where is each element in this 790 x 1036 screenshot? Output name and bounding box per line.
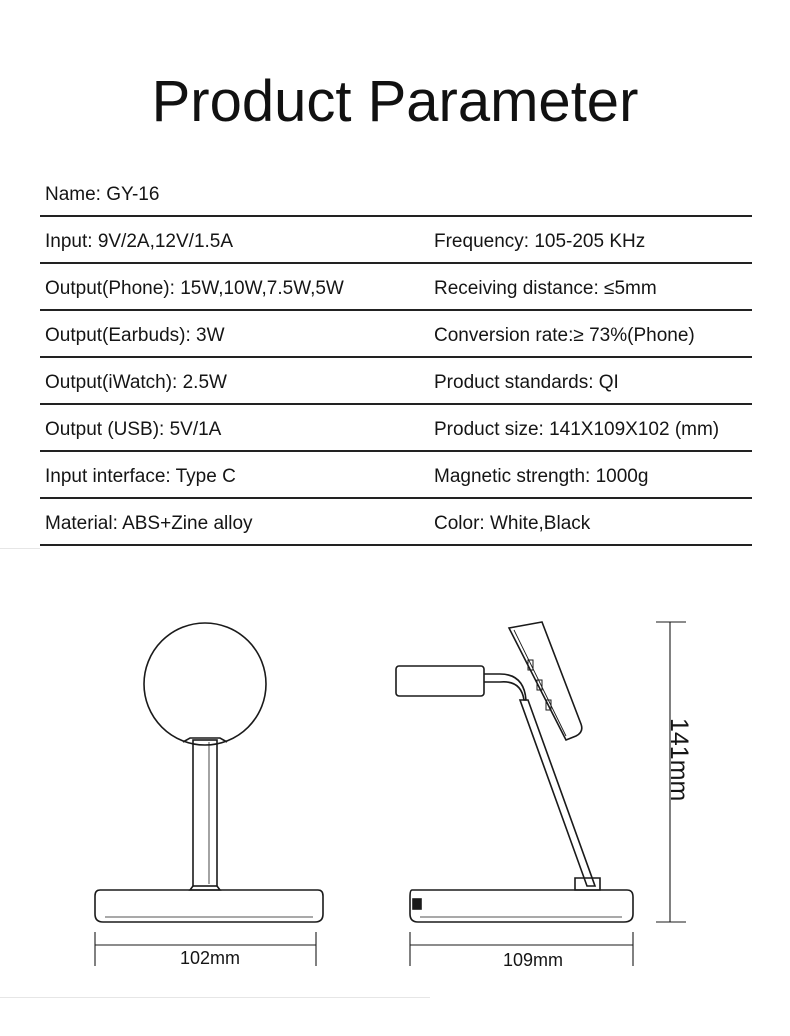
spec-row-name xyxy=(40,170,752,217)
spec-output-earbuds: Output(Earbuds): 3W xyxy=(45,325,225,346)
spec-input-interface: Input interface: Type C xyxy=(45,466,236,487)
charging-pad-front xyxy=(144,623,266,745)
spec-material: Material: ABS+Zine alloy xyxy=(45,513,253,534)
side-view-drawing xyxy=(396,622,633,922)
spec-table xyxy=(40,170,752,546)
spec-row xyxy=(40,264,752,311)
divider xyxy=(0,548,40,549)
earbud-pad-side xyxy=(396,666,484,696)
front-width-label: 102mm xyxy=(180,948,241,968)
spec-product-standards: Product standards: QI xyxy=(434,372,619,393)
front-view-drawing xyxy=(95,623,323,922)
spec-conversion-rate: Conversion rate:≥ 73%(Phone) xyxy=(434,325,695,346)
spec-row xyxy=(40,405,752,452)
spec-row xyxy=(40,358,752,405)
stand-pole-front xyxy=(193,740,217,886)
spec-name: Name: GY-16 xyxy=(45,184,160,205)
side-depth-label: 109mm xyxy=(503,950,564,970)
spec-frequency: Frequency: 105-205 KHz xyxy=(434,231,646,252)
spec-receiving-distance: Receiving distance: ≤5mm xyxy=(434,278,657,299)
spec-magnetic-strength: Magnetic strength: 1000g xyxy=(434,466,649,487)
pole-foot xyxy=(575,878,600,890)
spec-output-iwatch: Output(iWatch): 2.5W xyxy=(45,372,227,393)
spec-output-usb: Output (USB): 5V/1A xyxy=(45,419,222,440)
spec-input: Input: 9V/2A,12V/1.5A xyxy=(45,231,234,252)
spec-product-size: Product size: 141X109X102 (mm) xyxy=(434,419,720,440)
stand-pole-side xyxy=(520,700,595,886)
arm-curve xyxy=(484,674,526,700)
usb-port xyxy=(413,899,421,909)
spec-color: Color: White,Black xyxy=(434,513,591,534)
spec-row xyxy=(40,311,752,358)
height-label: 141mm xyxy=(665,718,693,802)
spec-row xyxy=(40,452,752,499)
dimension-lines xyxy=(95,622,686,966)
page-title: Product Parameter xyxy=(151,69,639,134)
spec-row xyxy=(40,217,752,264)
spec-output-phone: Output(Phone): 15W,10W,7.5W,5W xyxy=(45,278,344,299)
spec-row xyxy=(40,499,752,546)
